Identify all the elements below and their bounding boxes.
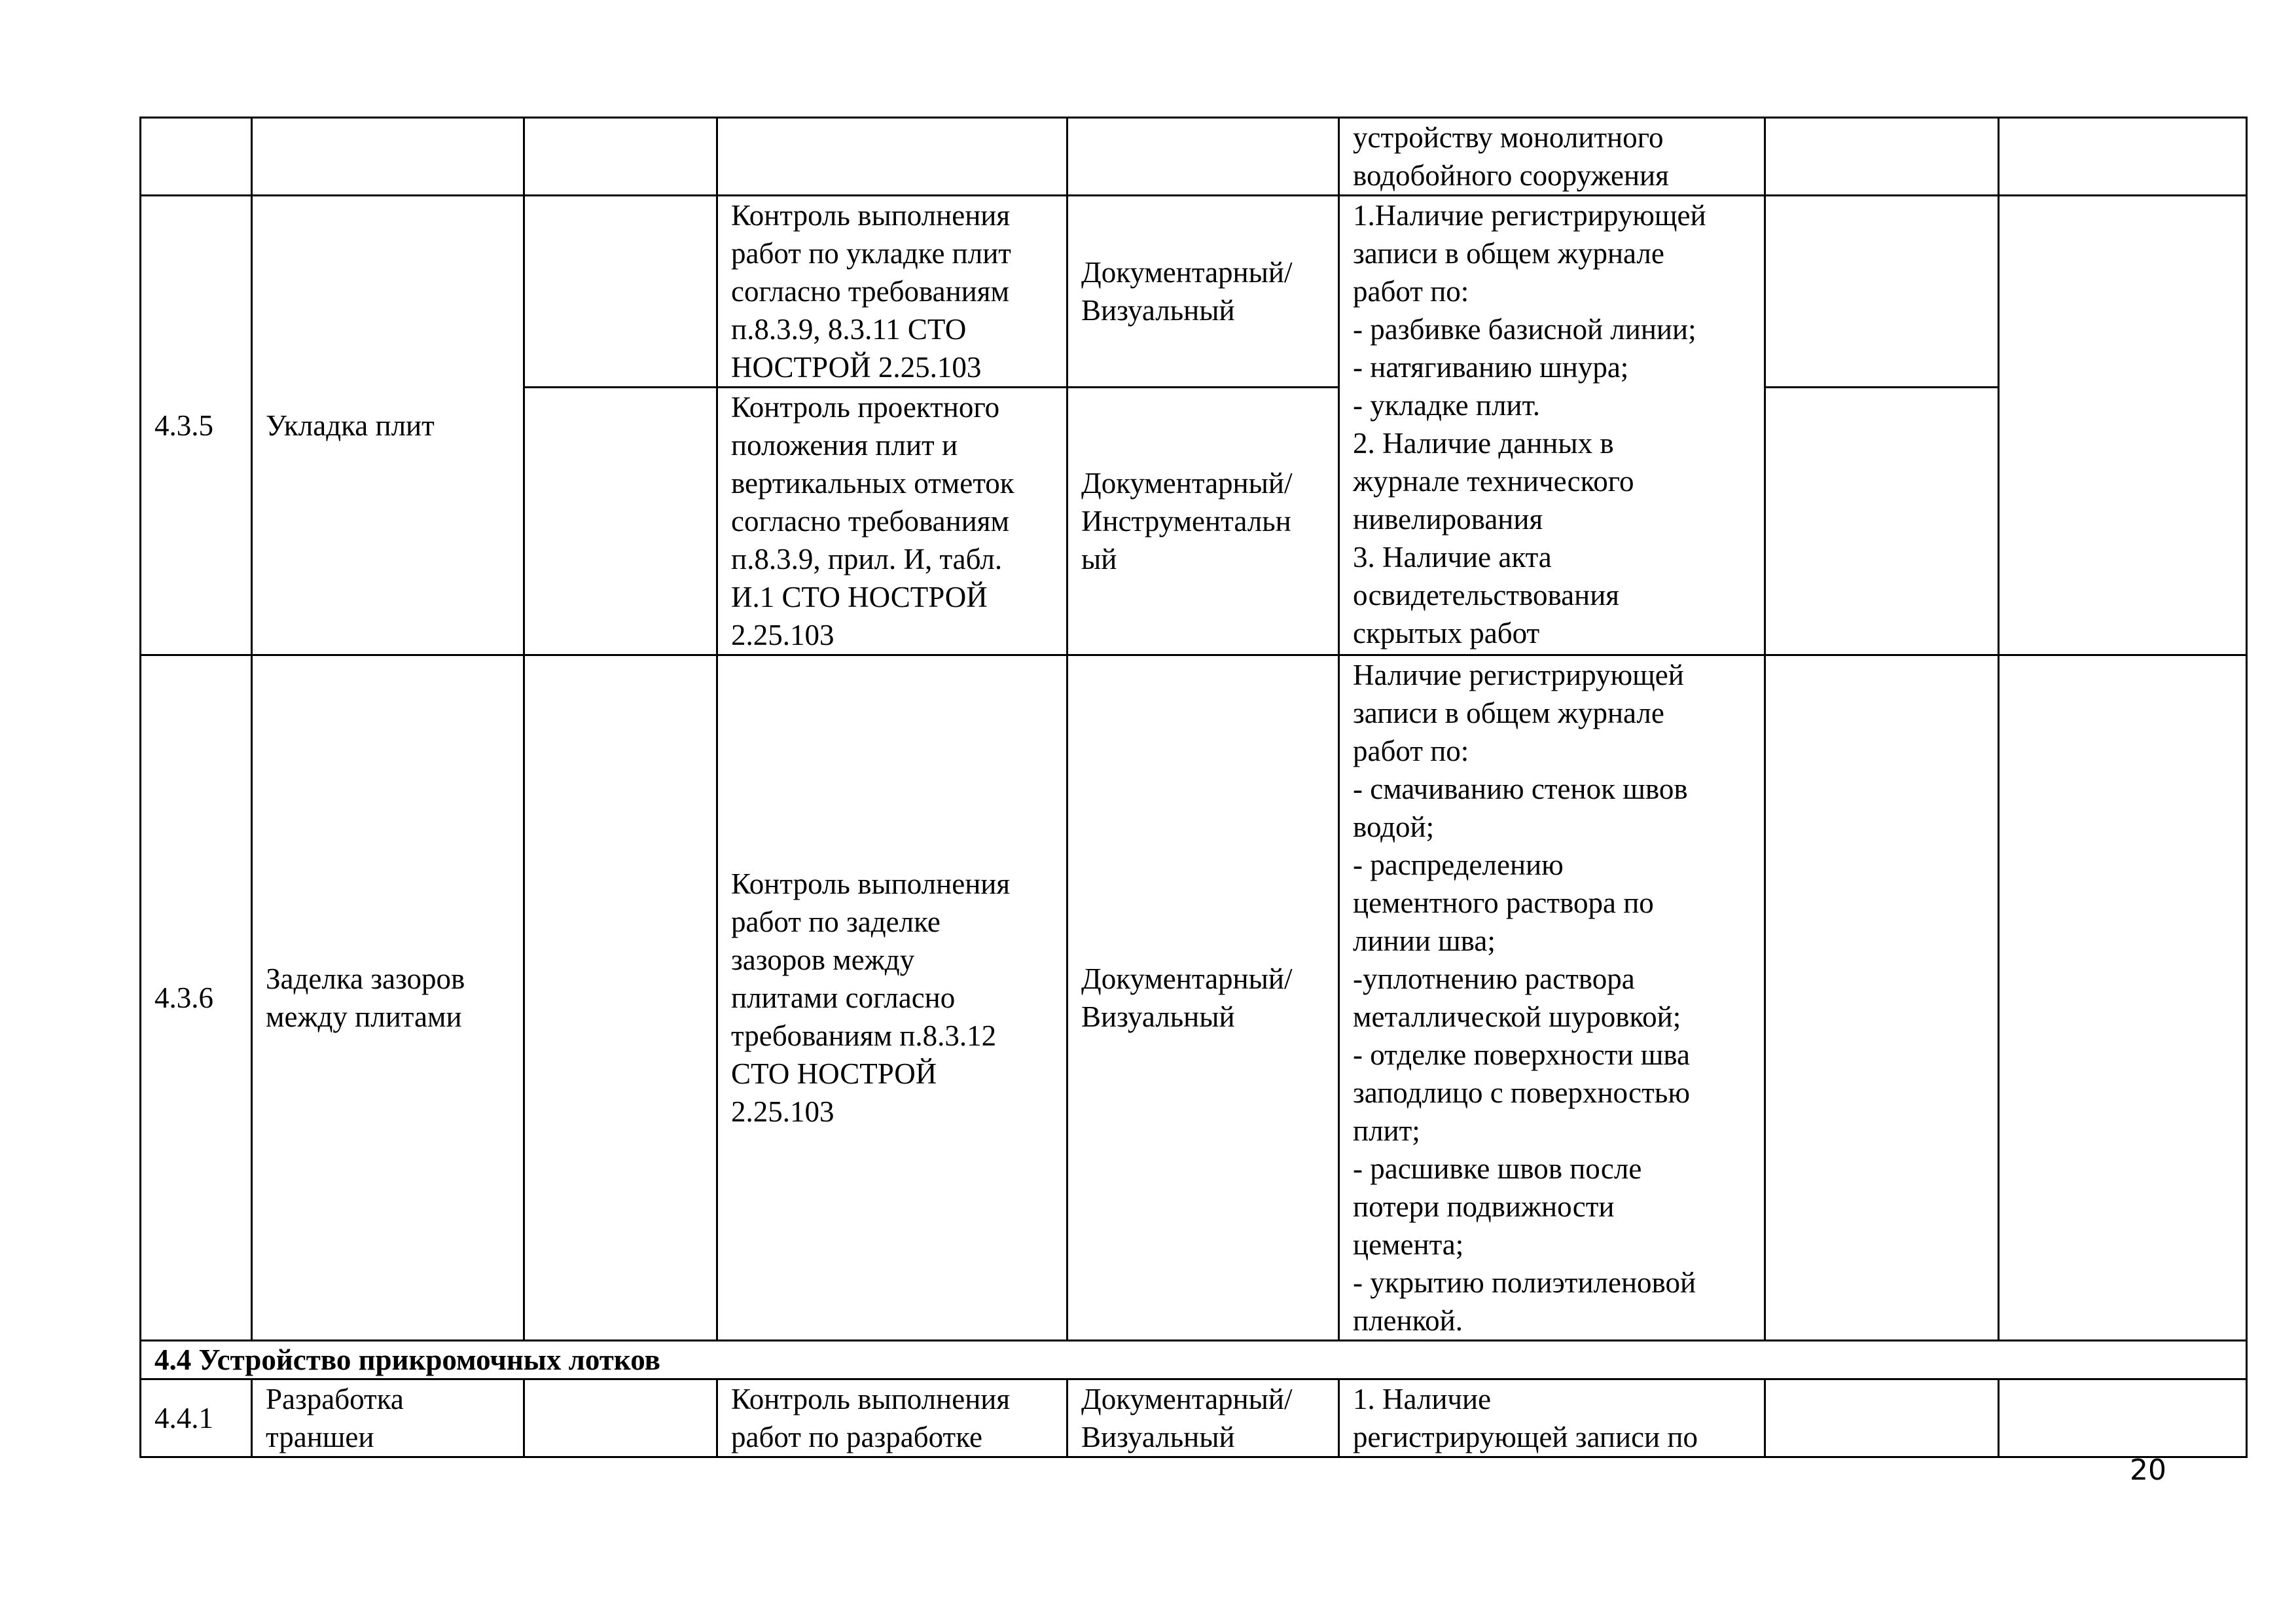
cell-number: 4.3.6 [141, 655, 252, 1341]
table-row-4-4-1 [141, 1379, 2247, 1457]
cell-number: 4.4.1 [141, 1379, 252, 1457]
cell-blank [524, 655, 717, 1341]
cell-method: Документарный/ Инструментальн ый [1067, 388, 1339, 655]
cell-method: Документарный/ Визуальный [1067, 1379, 1339, 1457]
cell-requirement: 1.Наличие регистрирующей записи в общем журнале работ по: - разбивке базисной линии; - натягиванию шнура; - укладке плит. 2. Наличие данных в журнале технического нивелирования 3. Наличие акта освидетельствования скрытых работ [1339, 196, 1765, 655]
cell-control: Контроль проектного положения плит и вертикальных отметок согласно требованиям п.8.3.9, прил. И, табл. И.1 СТО НОСТРОЙ 2.25.103 [717, 388, 1067, 655]
cell-name [252, 118, 524, 196]
cell-control: Контроль выполнения работ по разработке [717, 1379, 1067, 1457]
cell-number: 4.3.5 [141, 196, 252, 655]
cell-requirement: 1. Наличие регистрирующей записи по [1339, 1379, 1765, 1457]
cell-number [141, 118, 252, 196]
cell-empty [1765, 655, 1999, 1341]
table-row-4-3-6 [141, 655, 2247, 1341]
cell-empty [1765, 388, 1999, 655]
cell-blank [524, 388, 717, 655]
cell-method: Документарный/ Визуальный [1067, 655, 1339, 1341]
cell-blank [524, 196, 717, 388]
cell-empty [1765, 196, 1999, 388]
cell-method: Документарный/ Визуальный [1067, 196, 1339, 388]
cell-control: Контроль выполнения работ по заделке зазоров между плитами согласно требованиям п.8.3.12 СТО НОСТРОЙ 2.25.103 [717, 655, 1067, 1341]
cell-empty [1999, 118, 2247, 196]
cell-name: Заделка зазоров между плитами [252, 655, 524, 1341]
page-number: 20 [2130, 1453, 2166, 1487]
cell-empty [1765, 118, 1999, 196]
cell-requirement: Наличие регистрирующей записи в общем журнале работ по: - смачиванию стенок швов водой; - распределению цементного раствора по линии шва; -уплотнению раствора металлической шуровкой; - отделке поверхности шва заподлицо с поверхностью плит; - расшивке швов после потери подвижности цемента; - укрытию полиэтиленовой пленкой. [1339, 655, 1765, 1341]
cell-empty [1765, 1379, 1999, 1457]
control-table [139, 117, 2248, 1458]
cell-method [1067, 118, 1339, 196]
cell-empty [1999, 196, 2247, 655]
cell-requirement: устройству монолитного водобойного сооружения [1339, 118, 1765, 196]
section-title: 4.4 Устройство прикромочных лотков [141, 1341, 2247, 1379]
cell-blank [524, 1379, 717, 1457]
cell-blank [524, 118, 717, 196]
cell-empty [1999, 655, 2247, 1341]
cell-control: Контроль выполнения работ по укладке плит согласно требованиям п.8.3.9, 8.3.11 СТО НОСТРОЙ 2.25.103 [717, 196, 1067, 388]
cell-control [717, 118, 1067, 196]
table-row-continuation [141, 118, 2247, 196]
cell-empty [1999, 1379, 2247, 1457]
cell-name: Разработка траншеи [252, 1379, 524, 1457]
table-row-4-3-5 [141, 196, 2247, 388]
section-row-4-4 [141, 1341, 2247, 1379]
cell-name: Укладка плит [252, 196, 524, 655]
